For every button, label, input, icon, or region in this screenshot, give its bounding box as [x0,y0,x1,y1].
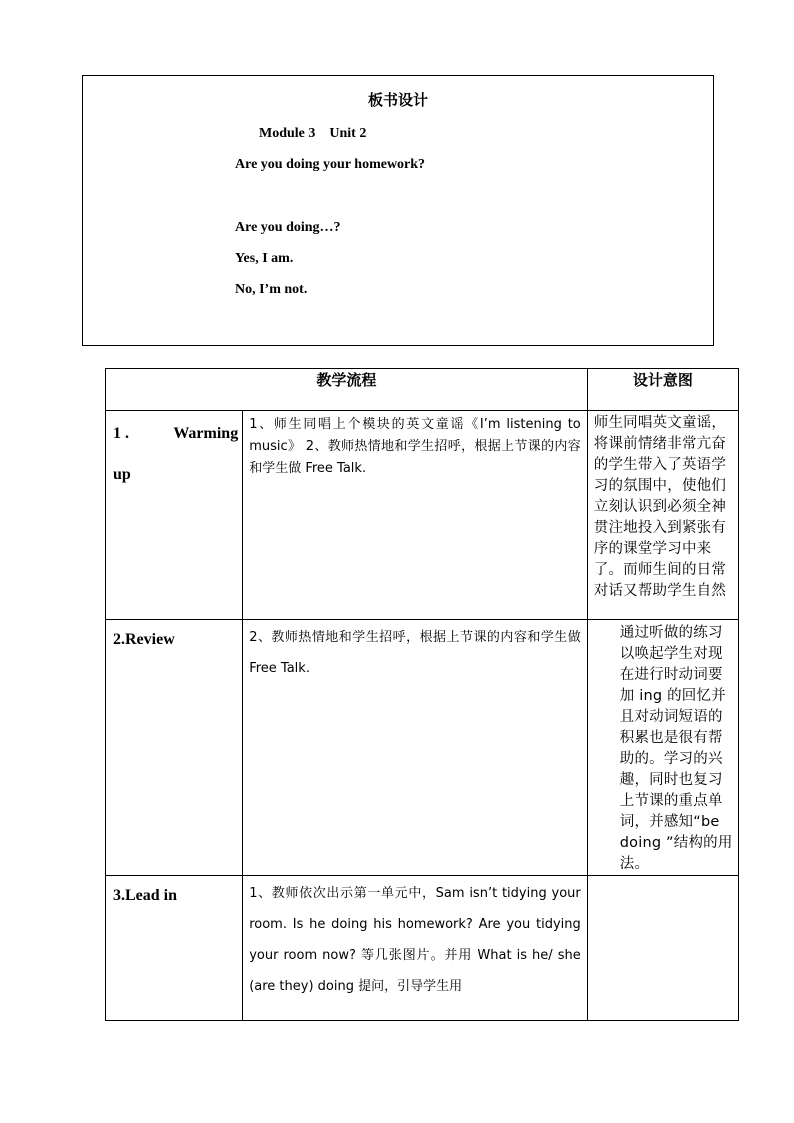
table-header-row [106,369,739,411]
board-answer-yes: Yes, I am. [235,251,294,266]
stage-label: 2.Review [113,631,175,648]
stage-word-2: up [113,466,131,483]
intent-text: 师生同唱英文童谣，将课前情绪非常亢奋的学生带入了英语学习的氛围中，使他们立刻认识到必须全神贯注地投入到紧张有序的课堂学习中来了。而师生间的日常对话又帮助学生自然 [593,415,727,599]
intent-cell [587,620,738,876]
stage-number: 1 . [113,425,129,442]
header-intent: 设计意图 [587,369,738,411]
board-design-box [82,75,714,346]
stage-word: Warming [173,425,239,442]
process-text: 2、教师热情地和学生招呼，根据上节课的内容和学生做 Free Talk. [249,630,581,676]
stage-cell [106,620,243,876]
board-question-1: Are you doing your homework? [235,157,426,172]
table-row [106,620,739,876]
intent-cell [587,411,738,620]
table-row [106,411,739,620]
stage-label: 3.Lead in [113,887,178,904]
board-answer-no: No, I’m not. [235,282,308,297]
intent-cell [587,876,738,1021]
process-cell [243,620,588,876]
board-question-2: Are you doing…? [235,220,341,235]
teaching-process-table [105,368,739,1021]
table-row [106,876,739,1021]
header-process: 教学流程 [106,369,588,411]
stage-cell [106,411,243,620]
board-title: 板书设计 [367,91,428,109]
intent-text [588,876,738,878]
process-cell [243,411,588,620]
process-cell [243,876,588,1021]
stage-cell [106,876,243,1021]
intent-text: 通过听做的练习以唤起学生对现在进行时动词要加 ing 的回忆并且对动词短语的积累也是很有帮助的。学习的兴趣，同时也复习上节课的重点单词，并感知“be doing ”结构的用法。 [619,625,733,872]
module-unit-line: Module 3 Unit 2 [259,126,367,141]
process-text: 1、师生同唱上个模块的英文童谣《I’m listening to music》 2、教师热情地和学生招呼，根据上节课的内容和学生做 Free Talk. [249,417,581,476]
process-text: 1、教师依次出示第一单元中，Sam isn’t tidying your room. Is he doing his homework? Are you tidying your room now? 等几张图片。并用 What is he/ she (are they) doing 提问，引导学生用 [249,886,581,994]
